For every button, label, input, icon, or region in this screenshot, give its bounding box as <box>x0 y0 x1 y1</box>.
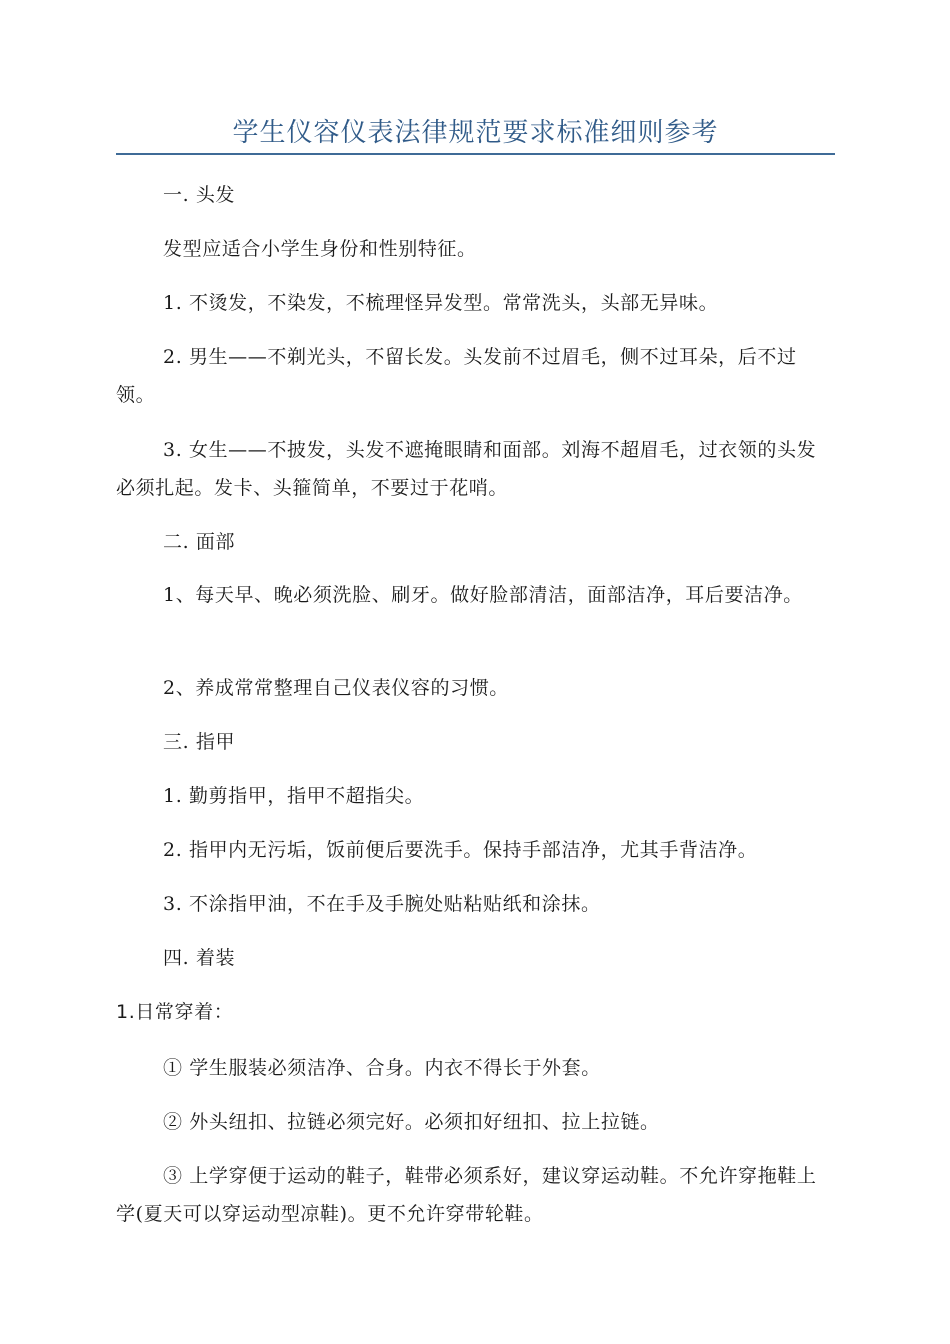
section-heading-face: 二. 面部 <box>163 531 236 553</box>
paragraph: 2. 指甲内无污垢，饭前便后要洗手。保持手部洁净，尤其手背洁净。 <box>163 839 758 861</box>
document-title: 学生仪容仪表法律规范要求标准细则参考 <box>232 118 719 148</box>
paragraph: 3. 女生——不披发，头发不遮掩眼睛和面部。刘海不超眉毛，过衣领的头发必须扎起。发卡、头箍简单，不要过于花哨。 <box>116 439 817 499</box>
section-heading-nails: 三. 指甲 <box>163 731 236 753</box>
paragraph: ② 外头纽扣、拉链必须完好。必须扣好纽扣、拉上拉链。 <box>163 1111 660 1133</box>
paragraph: 2、养成常常整理自己仪表仪容的习惯。 <box>163 677 509 699</box>
title-underline <box>116 153 835 155</box>
paragraph: 3. 不涂指甲油，不在手及手腕处贴粘贴纸和涂抹。 <box>163 893 601 915</box>
paragraph: 发型应适合小学生身份和性别特征。 <box>163 238 477 260</box>
paragraph: 2. 男生——不剃光头，不留长发。头发前不过眉毛，侧不过耳朵，后不过领。 <box>116 346 797 406</box>
subsection-heading: 1.日常穿着： <box>116 1001 234 1023</box>
section-heading-hair: 一. 头发 <box>163 184 236 206</box>
paragraph: 1. 勤剪指甲，指甲不超指尖。 <box>163 785 425 807</box>
paragraph: ① 学生服装必须洁净、合身。内衣不得长于外套。 <box>163 1057 601 1079</box>
paragraph: ③ 上学穿便于运动的鞋子，鞋带必须系好，建议穿运动鞋。不允许穿拖鞋上学(夏天可以穿运动型凉鞋)。更不允许穿带轮鞋。 <box>116 1165 817 1225</box>
paragraph: 1、每天早、晚必须洗脸、刷牙。做好脸部清洁，面部洁净，耳后要洁净。 <box>163 584 803 606</box>
paragraph: 1. 不烫发，不染发，不梳理怪异发型。常常洗头，头部无异味。 <box>163 292 719 314</box>
section-heading-clothing: 四. 着装 <box>163 947 236 969</box>
